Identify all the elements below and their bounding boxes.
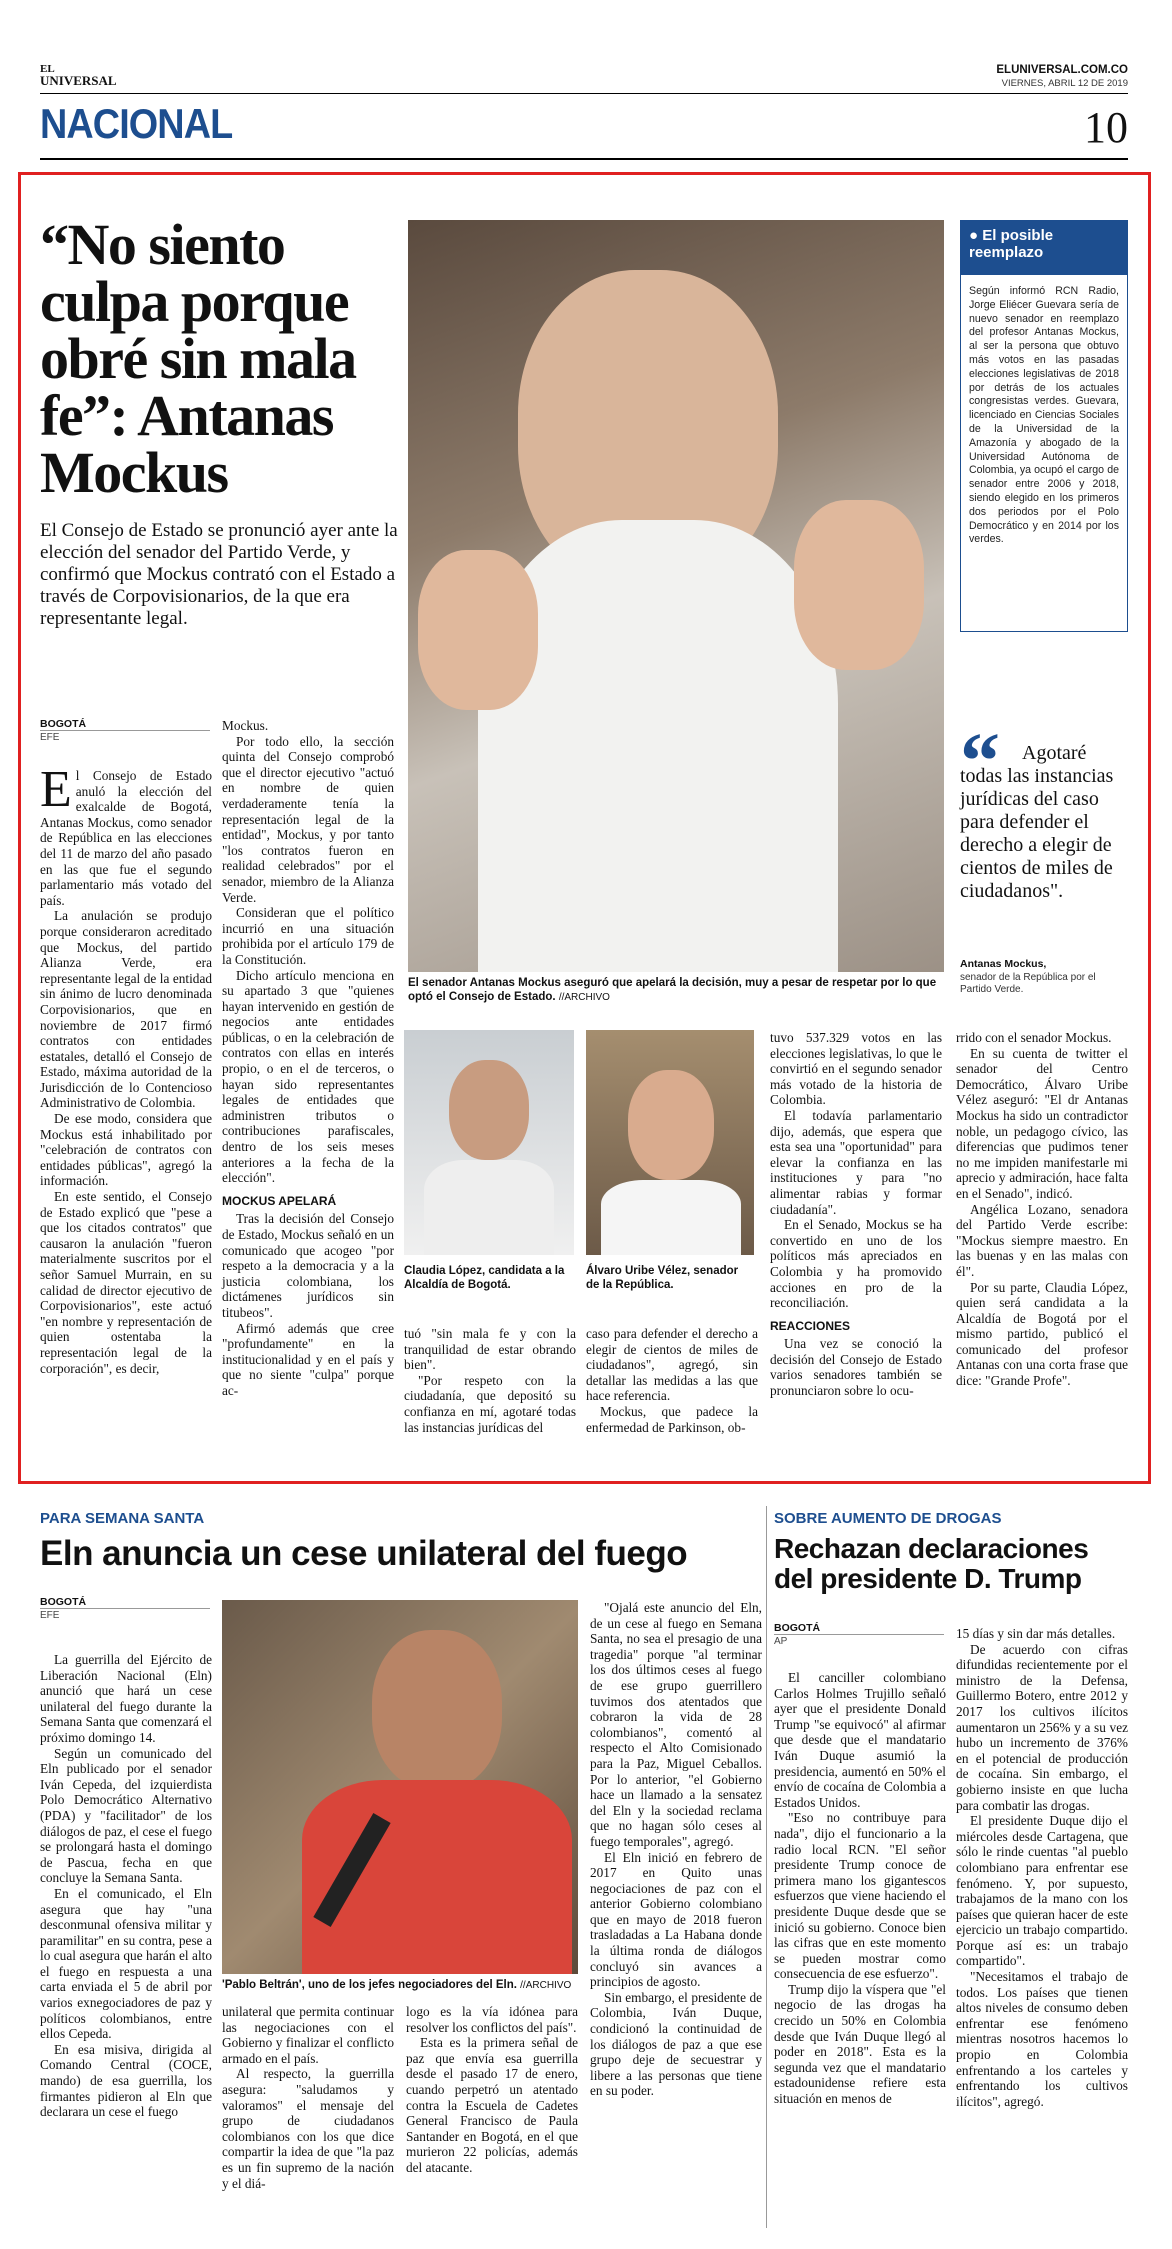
paragraph: l Consejo de Estado anuló la elección del exalcalde de Bogotá, Antanas Mockus, como senador de República en las elecciones del 11 de marzo del año pasado en las que fue el segundo parlamentario más votado del país.: [40, 768, 212, 908]
paragraph: Dicho artículo menciona en su apartado 3 que "quienes hayan intervenido en gestión de negocios ante entidades públicas, o en la celebración de contratos con ellas en interés propio, o en el de terceros, o hayan sido representantes legales de entidades que administren tributos o contribuciones parafiscales, dentro de los seis meses anteriores a la fecha de la elección".: [222, 967, 394, 1186]
paragraph: En esa misiva, dirigida al Comando Central (COCE, mando) de esa guerrilla, los firmantes pidieron al Eln que declarara un cese el fuego: [40, 2041, 212, 2120]
quote-author: Antanas Mockus,: [960, 958, 1047, 970]
paragraph: En el Senado, Mockus se ha convertido en uno de los políticos más apreciados en Colombia y ha promovido acciones en pro de la reconciliación.: [770, 1217, 942, 1311]
mockus-photo: [408, 220, 944, 972]
paragraph: De ese modo, considera que Mockus está inhabilitado por "celebración de contratos con entidades públicas", agregó la información.: [40, 1111, 212, 1189]
paragraph: La guerrilla del Ejército de Liberación Nacional (Eln) anunció que hará un cese unilateral del fuego durante la Semana Santa que comenzará el próximo domingo 14.: [40, 1652, 212, 1745]
beltran-caption: [222, 1978, 578, 1993]
paragraph: El presidente Duque dijo el miércoles desde Cartagena, que sólo le rinde cuentas "al pueblo colombiano para enfrentar ese fenómeno. Y, por supuesto, trabajamos de la mano con los países que quieran hacer de este ejercicio un trabajo compartido. Porque así es: un trabajo compartido".: [956, 1813, 1128, 1969]
drop-cap: E: [40, 761, 72, 818]
paragraph: "Eso no contribuye para nada", dijo el funcionario a la radio local RCN. "El señor presidente Trump conoce de primera mano los gigantescos esfuerzos que viene haciendo el presidente Duque desde que se inició su gobierno. Conoce bien las cifras que en este momento se pueden mostrar como consecuencia de ese esfuerzo".: [774, 1810, 946, 1982]
trump-kicker: SOBRE AUMENTO DE DROGAS: [774, 1510, 1002, 1527]
site-url: ELUNIVERSAL.COM.CO: [996, 64, 1128, 76]
sidebar-header: [961, 221, 1127, 275]
dateline-agency: EFE: [40, 1608, 210, 1621]
paragraph: De acuerdo con cifras difundidas recientemente por el ministro de la Defensa, Guillermo Botero, entre 2012 y 2017 los cultivos ilícitos aumentaron un 256% y a su vez hubo un incremento de 376% en el potencial de producción de cocaína. Sin embargo, el gobierno insiste en que lucha para combatir las drogas.: [956, 1641, 1128, 1813]
photo-credit: //ARCHIVO: [520, 1980, 572, 1991]
paragraph: El Eln inició en febrero de 2017 en Quito unas negociaciones de paz con el anterior Gobierno colombiano que en mayo de 2018 fueron trasladadas a La Habana donde la última ronda de diálogos concluyó sin avances a principios de agosto.: [590, 1849, 762, 1990]
paragraph: Por todo ello, la sección quinta del Consejo comprobó que el director ejecutivo "actuó en nombre de quien verdaderamente tenía la representación legal de la entidad", Mockus, y por tanto "los contratos fueron en realidad celebrados" por el senador, miembro de la Alianza Verde.: [222, 733, 394, 905]
page-number: 10: [1084, 103, 1128, 152]
paragraph: unilateral que permita continuar las negociaciones con el Gobierno y finalizar el conflicto armado en el país.: [222, 2004, 394, 2066]
sidebar-title: El posible reemplazo: [969, 227, 1054, 261]
paragraph: El canciller colombiano Carlos Holmes Trujillo señaló ayer que el presidente Donald Trump "se equivocó" al afirmar que desde que el mandatario Iván Duque asumió la presidencia, aumentó en 50% el envío de cocaína de Colombia a Estados Unidos.: [774, 1670, 946, 1810]
paragraph: Esta es la primera señal de paz que envía esa guerrilla desde el pasado 17 de enero, cuando perpetró un atentado contra la Escuela de Cadetes General Francisco de Paula Santander en Bogotá, en el que murieron 22 policías, además del atacante.: [406, 2035, 578, 2175]
section-title: NACIONAL: [40, 100, 233, 147]
paragraph: Afirmó además que cree "profundamente" en la institucionalidad y en el país y que no siente "culpa" porque ac-: [222, 1320, 394, 1398]
paragraph: Consideran que el político incurrió en una situación prohibida por el artículo 179 de la Constitución.: [222, 905, 394, 967]
sidebar-body: Según informó RCN Radio, Jorge Eliécer Guevara sería de nuevo senador en reemplazo del profesor Antanas Mockus, al ser la persona que obtuvo más votos en las pasadas elecciones legislativas de 2018 por detrás de los actuales congresistas verdes. Guevara, licenciado en Ciencias Sociales de la Universidad de la Amazonía y abogado de la Universidad Autónoma de Colombia, ya ocupó el cargo de senador entre 2006 y 2018, siendo elegido en los primeros dos periodos por el Polo Democrático y en 2014 por los verdes.: [969, 285, 1119, 546]
paragraph: "Por respeto con la ciudadanía, que depositó su confianza en mí, agotaré todas las instancias jurídicas del: [404, 1372, 576, 1435]
brand-top: EL: [40, 63, 55, 75]
photo-credit: //ARCHIVO: [558, 992, 610, 1003]
paragraph: Por su parte, Claudia López, quien será candidata a la Alcaldía de Bogotá por el mismo partido, publicó el comunicado del profesor Antanas con una corta frase que dice: "Grande Profe".: [956, 1279, 1128, 1389]
lopez-caption: Claudia López, candidata a la Alcaldía de Bogotá.: [404, 1265, 565, 1291]
paragraph: Según un comunicado del Eln publicado por el senador Iván Cepeda, del izquierdista Polo Democrático Alternativo (PDA) y "facilitador" de los diálogos de paz, el cese el fuego se prolongará hasta el domingo de Pascua, fecha en que concluye la Semana Santa.: [40, 1745, 212, 1886]
bullet-icon: ●: [969, 227, 979, 244]
paragraph: En este sentido, el Consejo de Estado explicó que "pese a que los citados contratos" que causaron la anulación "fueron materialmente suscritos por el señor Samuel Murrain, en su calidad de director ejecutivo de Corpovisionarios", este actuó "en nombre y representación de quien ostentaba la representación legal de la corporación", es decir,: [40, 1189, 212, 1376]
paragraph: 15 días y sin dar más detalles.: [956, 1626, 1116, 1641]
main-headline: “No siento culpa porque obré sin mala fe”: Antanas Mockus: [40, 212, 356, 505]
lopez-photo: [404, 1030, 574, 1255]
quote-role: senador de la República por el Partido Verde.: [960, 972, 1096, 995]
paragraph: Una vez se conoció la decisión del Consejo de Estado varios senadores también se pronunciaron sobre lo ocu-: [770, 1336, 942, 1399]
trump-col-2: [956, 1626, 1128, 2109]
subhead-reacciones: REACCIONES: [770, 1318, 851, 1333]
main-col-5: [770, 1030, 942, 1399]
sidebar-box: [960, 220, 1128, 632]
dateline-city: BOGOTÁ: [40, 1596, 87, 1608]
paragraph: logo es la vía idónea para resolver los conflictos del país".: [406, 2004, 578, 2035]
paragraph: Angélica Lozano, senadora del Partido Verde escribe: "Mockus siempre maestro. En las buenas y en las malas con él".: [956, 1201, 1128, 1279]
eln-kicker: PARA SEMANA SANTA: [40, 1510, 205, 1527]
column-divider: [766, 1506, 767, 2228]
paragraph: tuvo 537.329 votos en las elecciones legislativas, lo que le convirtió en el segundo senador más votado de la historia de Colombia.: [770, 1030, 942, 1108]
main-col-2: [222, 718, 394, 1399]
paragraph: Al respecto, la guerrilla asegura: "saludamos y valoramos" el mensaje del grupo de ciudadanos colombianos con los que dice compartir la idea de que "la paz es un fin supremo de la nación y el diá-: [222, 2066, 394, 2191]
brand-bottom: UNIVERSAL: [40, 73, 117, 88]
main-col-3: [404, 1326, 576, 1435]
mockus-photo-caption: [408, 976, 944, 1005]
pull-quote: Agotaré todas las instancias jurídicas del caso para defender el derecho a elegir de cientos de miles de ciudadanos".: [960, 742, 1114, 902]
main-deck: El Consejo de Estado se pronunció ayer ante la elección del senador del Partido Verde, y confirmó que Mockus contrató con el Estado a través de Corpovisionarios, de la que era representante legal.: [40, 520, 398, 629]
main-dateline: [40, 718, 210, 743]
trump-dateline: [774, 1622, 944, 1647]
dateline-city: BOGOTÁ: [40, 718, 87, 730]
uribe-photo: [586, 1030, 754, 1255]
masthead-rule: [40, 93, 1128, 94]
eln-col-3: [406, 2004, 578, 2176]
eln-dateline: [40, 1596, 210, 1621]
dateline-agency: EFE: [40, 730, 210, 743]
main-col-4: [586, 1326, 758, 1435]
caption-text: 'Pablo Beltrán', uno de los jefes negociadores del Eln.: [222, 1979, 517, 1991]
paragraph: Sin embargo, el presidente de Colombia, Iván Duque, condicionó la continuidad de los diálogos de paz a que ese grupo deje de secuestrar y libere a las personas que tiene en su poder.: [590, 1989, 762, 2099]
paragraph: tuó "sin mala fe y con la tranquilidad de estar obrando bien".: [404, 1326, 576, 1373]
section-rule: [40, 158, 1128, 160]
eln-col-1: [40, 1652, 212, 2120]
paragraph: rrido con el senador Mockus.: [956, 1030, 1112, 1045]
eln-col-4: [590, 1600, 762, 2099]
paragraph: Mockus, que padece la enfermedad de Parkinson, ob-: [586, 1403, 758, 1435]
paragraph: caso para defender el derecho a elegir de cientos de miles de ciudadanos", agregó, sin detallar las medidas a las que hace referencia.: [586, 1326, 758, 1404]
issue-date: VIERNES, ABRIL 12 DE 2019: [1001, 78, 1128, 89]
paragraph: El todavía parlamentario dijo, además, que espera que esta sea una "oportunidad" para elevar la confianza en las instituciones y para "no alimentar rabias y formar ciudadanía".: [770, 1107, 942, 1217]
paragraph: Trump dijo la víspera que "el negocio de las drogas ha crecido un 50% en Colombia desde que Iván Duque llegó al poder en 2018". Esta es la segunda vez que el mandatario estadounidense refiere esta situación en menos de: [774, 1981, 946, 2107]
paragraph: En el comunicado, el Eln asegura que hay "una desconmunal ofensiva militar y paramilitar" en su contra, pese a lo cual asegura que harán el alto el fuego en respuesta a una carta enviada el 5 de abril por varios exnegociadores de paz y políticos colombianos, entre ellos Cepeda.: [40, 1885, 212, 2042]
trump-col-1: [774, 1670, 946, 2107]
paragraph: "Ojalá este anuncio del Eln, de un cese al fuego en Semana Santa, no sea el presagio de una tragedia" porque "al terminar los dos últimos ceses al fuego de ese grupo guerrillero tuvimos dos atentados que cobraron la vida de 28 colombianos", comentó al respecto el Alto Comisionado para la Paz, Miguel Ceballos. Por lo anterior, "el Gobierno hace un llamado a la sensatez del Eln y la sociedad reclama que no hagan sólo ceses al fuego temporales", agregó.: [590, 1600, 762, 1849]
subhead-apelara: MOCKUS APELARÁ: [222, 1193, 337, 1208]
trump-headline: Rechazan declaraciones del presidente D. Trump: [774, 1533, 1089, 1594]
eln-col-2: [222, 2004, 394, 2191]
beltran-photo: [222, 1600, 578, 1974]
main-col-6: [956, 1030, 1128, 1389]
paragraph: Tras la decisión del Consejo de Estado, Mockus señaló en un comunicado que acogeo "por respeto a la democracia y a la justicia colombiana, los dictámenes jurídicos sin titubeos".: [222, 1211, 394, 1320]
main-col-1: [40, 761, 212, 1376]
brand-logo: [40, 64, 117, 86]
quote-mark-icon: “: [960, 718, 1000, 806]
uribe-caption: Álvaro Uribe Vélez, senador de la República.: [586, 1265, 739, 1291]
paragraph: La anulación se produjo porque consideraron acreditado que Mockus, del partido Alianza Verde, era representante legal de la entidad sin ánimo de lucro denominada Corpovisionarios, que en noviembre de 2017 firmó contratos con entidades estatales, detalló el Consejo de Estado, máxima autoridad de la Jurisdicción de lo Contencioso Administrativo de Colombia.: [40, 908, 212, 1111]
paragraph: Mockus.: [222, 718, 269, 733]
paragraph: En su cuenta de twitter el senador del Centro Democrático, Álvaro Uribe Vélez aseguró: "El dr Antanas Mockus ha sido un contradictor noble, un pedagogo cívico, las diferencias que pudimos tener no me impiden manifestarle mi aprecio y admiración, hace falta en el Senado", indicó.: [956, 1045, 1128, 1201]
dateline-city: BOGOTÁ: [774, 1622, 821, 1634]
eln-headline: Eln anuncia un cese unilateral del fuego: [40, 1534, 688, 1573]
caption-text: El senador Antanas Mockus aseguró que apelará la decisión, muy a pesar de respetar por lo que optó el Consejo de Estado.: [408, 977, 937, 1003]
dateline-agency: AP: [774, 1634, 944, 1647]
paragraph: "Necesitamos el trabajo de todos. Los países que tienen altos niveles de consumo deben enfrentar ese fenómeno mientras nosotros hacemos lo propio en Colombia enfrentando a los carteles y enfrentando los cultivos ilícitos", agregó.: [956, 1969, 1128, 2109]
